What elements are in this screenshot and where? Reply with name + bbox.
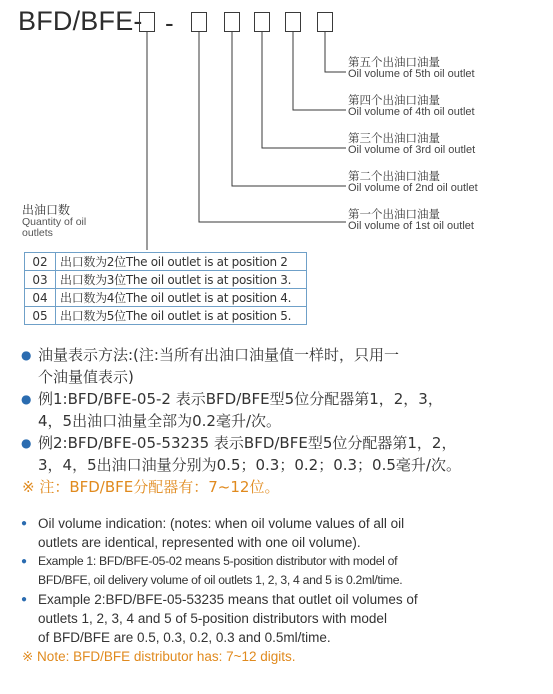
quantity-table xyxy=(24,252,307,325)
outlet-5-label: 第五个出油口油量 Oil volume of 5th oil outlet xyxy=(348,55,475,80)
leader-4th xyxy=(293,32,346,110)
code-dash: - xyxy=(165,8,174,38)
cn-notes xyxy=(22,344,542,498)
row-desc: 出口数为3位The oil outlet is at position 3. xyxy=(56,271,307,289)
quantity-heading-cn: 出油口数 xyxy=(22,203,71,217)
table-row xyxy=(25,253,307,271)
table-row xyxy=(25,271,307,289)
bullet-icon: ● xyxy=(21,518,28,529)
bullet-icon: ● xyxy=(21,348,32,362)
row-code: 03 xyxy=(25,271,56,289)
cn-digit-note: ※ 注：BFD/BFE分配器有：7~12位。 xyxy=(22,478,280,496)
en-bullet-3: ● Example 2:BFD/BFE-05-53235 means that outlet oil volumes of outlets 1, 2, 3, 4 and 5 of 5-position distributors with model of BFD/BFE are 0.5, 0.3, 0.2, 0.3 and 0.5ml/time. xyxy=(21,592,418,645)
row-desc: 出口数为4位The oil outlet is at position 4. xyxy=(56,289,307,307)
bullet-icon: ● xyxy=(21,392,32,406)
en-digit-note: ※ Note: BFD/BFE distributor has: 7~12 digits. xyxy=(22,649,296,664)
leader-1st xyxy=(199,32,346,222)
cn-bullet-3: ● 例2:BFD/BFE-05-53235 表示BFD/BFE型5位分配器第1，2， 3，4，5出油口油量分别为0.5；0.3；0.2；0.3；0.5毫升/次。 xyxy=(21,434,461,474)
outlet-2-label: 第二个出油口油量 Oil volume of 2nd oil outlet xyxy=(348,169,478,194)
en-bullet-1: ● Oil volume indication: (notes: when oil volume values of all oil outlets are identical, represented with one oil volume). xyxy=(21,516,405,550)
leader-5th xyxy=(325,32,346,72)
outlet-3-label: 第三个出油口油量 Oil volume of 3rd oil outlet xyxy=(348,131,476,156)
quantity-heading-en: Quantity of oil outlets xyxy=(22,216,87,239)
leader-2nd xyxy=(232,32,346,186)
row-desc: 出口数为2位The oil outlet is at position 2 xyxy=(56,253,307,271)
cn-bullet-2: ● 例1:BFD/BFE-05-2 表示BFD/BFE型5位分配器第1，2，3， 4，5出油口油量全部为0.2毫升/次。 xyxy=(21,390,443,430)
en-bullet-2: ● Example 1: BFD/BFE-05-02 means 5-position distributor with model of BFD/BFE, oil delivery volume of oil outlets 1, 2, 3, 4 and 5 is 0.2ml/time. xyxy=(21,554,403,587)
outlet-4-label: 第四个出油口油量 Oil volume of 4th oil outlet xyxy=(348,93,475,118)
table-row xyxy=(25,307,307,325)
leader-3rd xyxy=(262,32,346,148)
row-code: 05 xyxy=(25,307,56,325)
row-code: 02 xyxy=(25,253,56,271)
outlet-1-label: 第一个出油口油量 Oil volume of 1st oil outlet xyxy=(348,207,474,232)
bullet-icon: ● xyxy=(21,594,28,605)
bullet-icon: ● xyxy=(21,436,32,450)
bullet-icon: ● xyxy=(21,556,27,567)
table-row xyxy=(25,289,307,307)
row-desc: 出口数为5位The oil outlet is at position 5. xyxy=(56,307,307,325)
row-code: 04 xyxy=(25,289,56,307)
en-notes xyxy=(22,514,542,666)
cn-bullet-1: ● 油量表示方法:(注:当所有出油口油量值一样时，只用一 个油量值表示) xyxy=(21,346,399,386)
model-code-title: BFD/BFE- xyxy=(18,6,143,36)
